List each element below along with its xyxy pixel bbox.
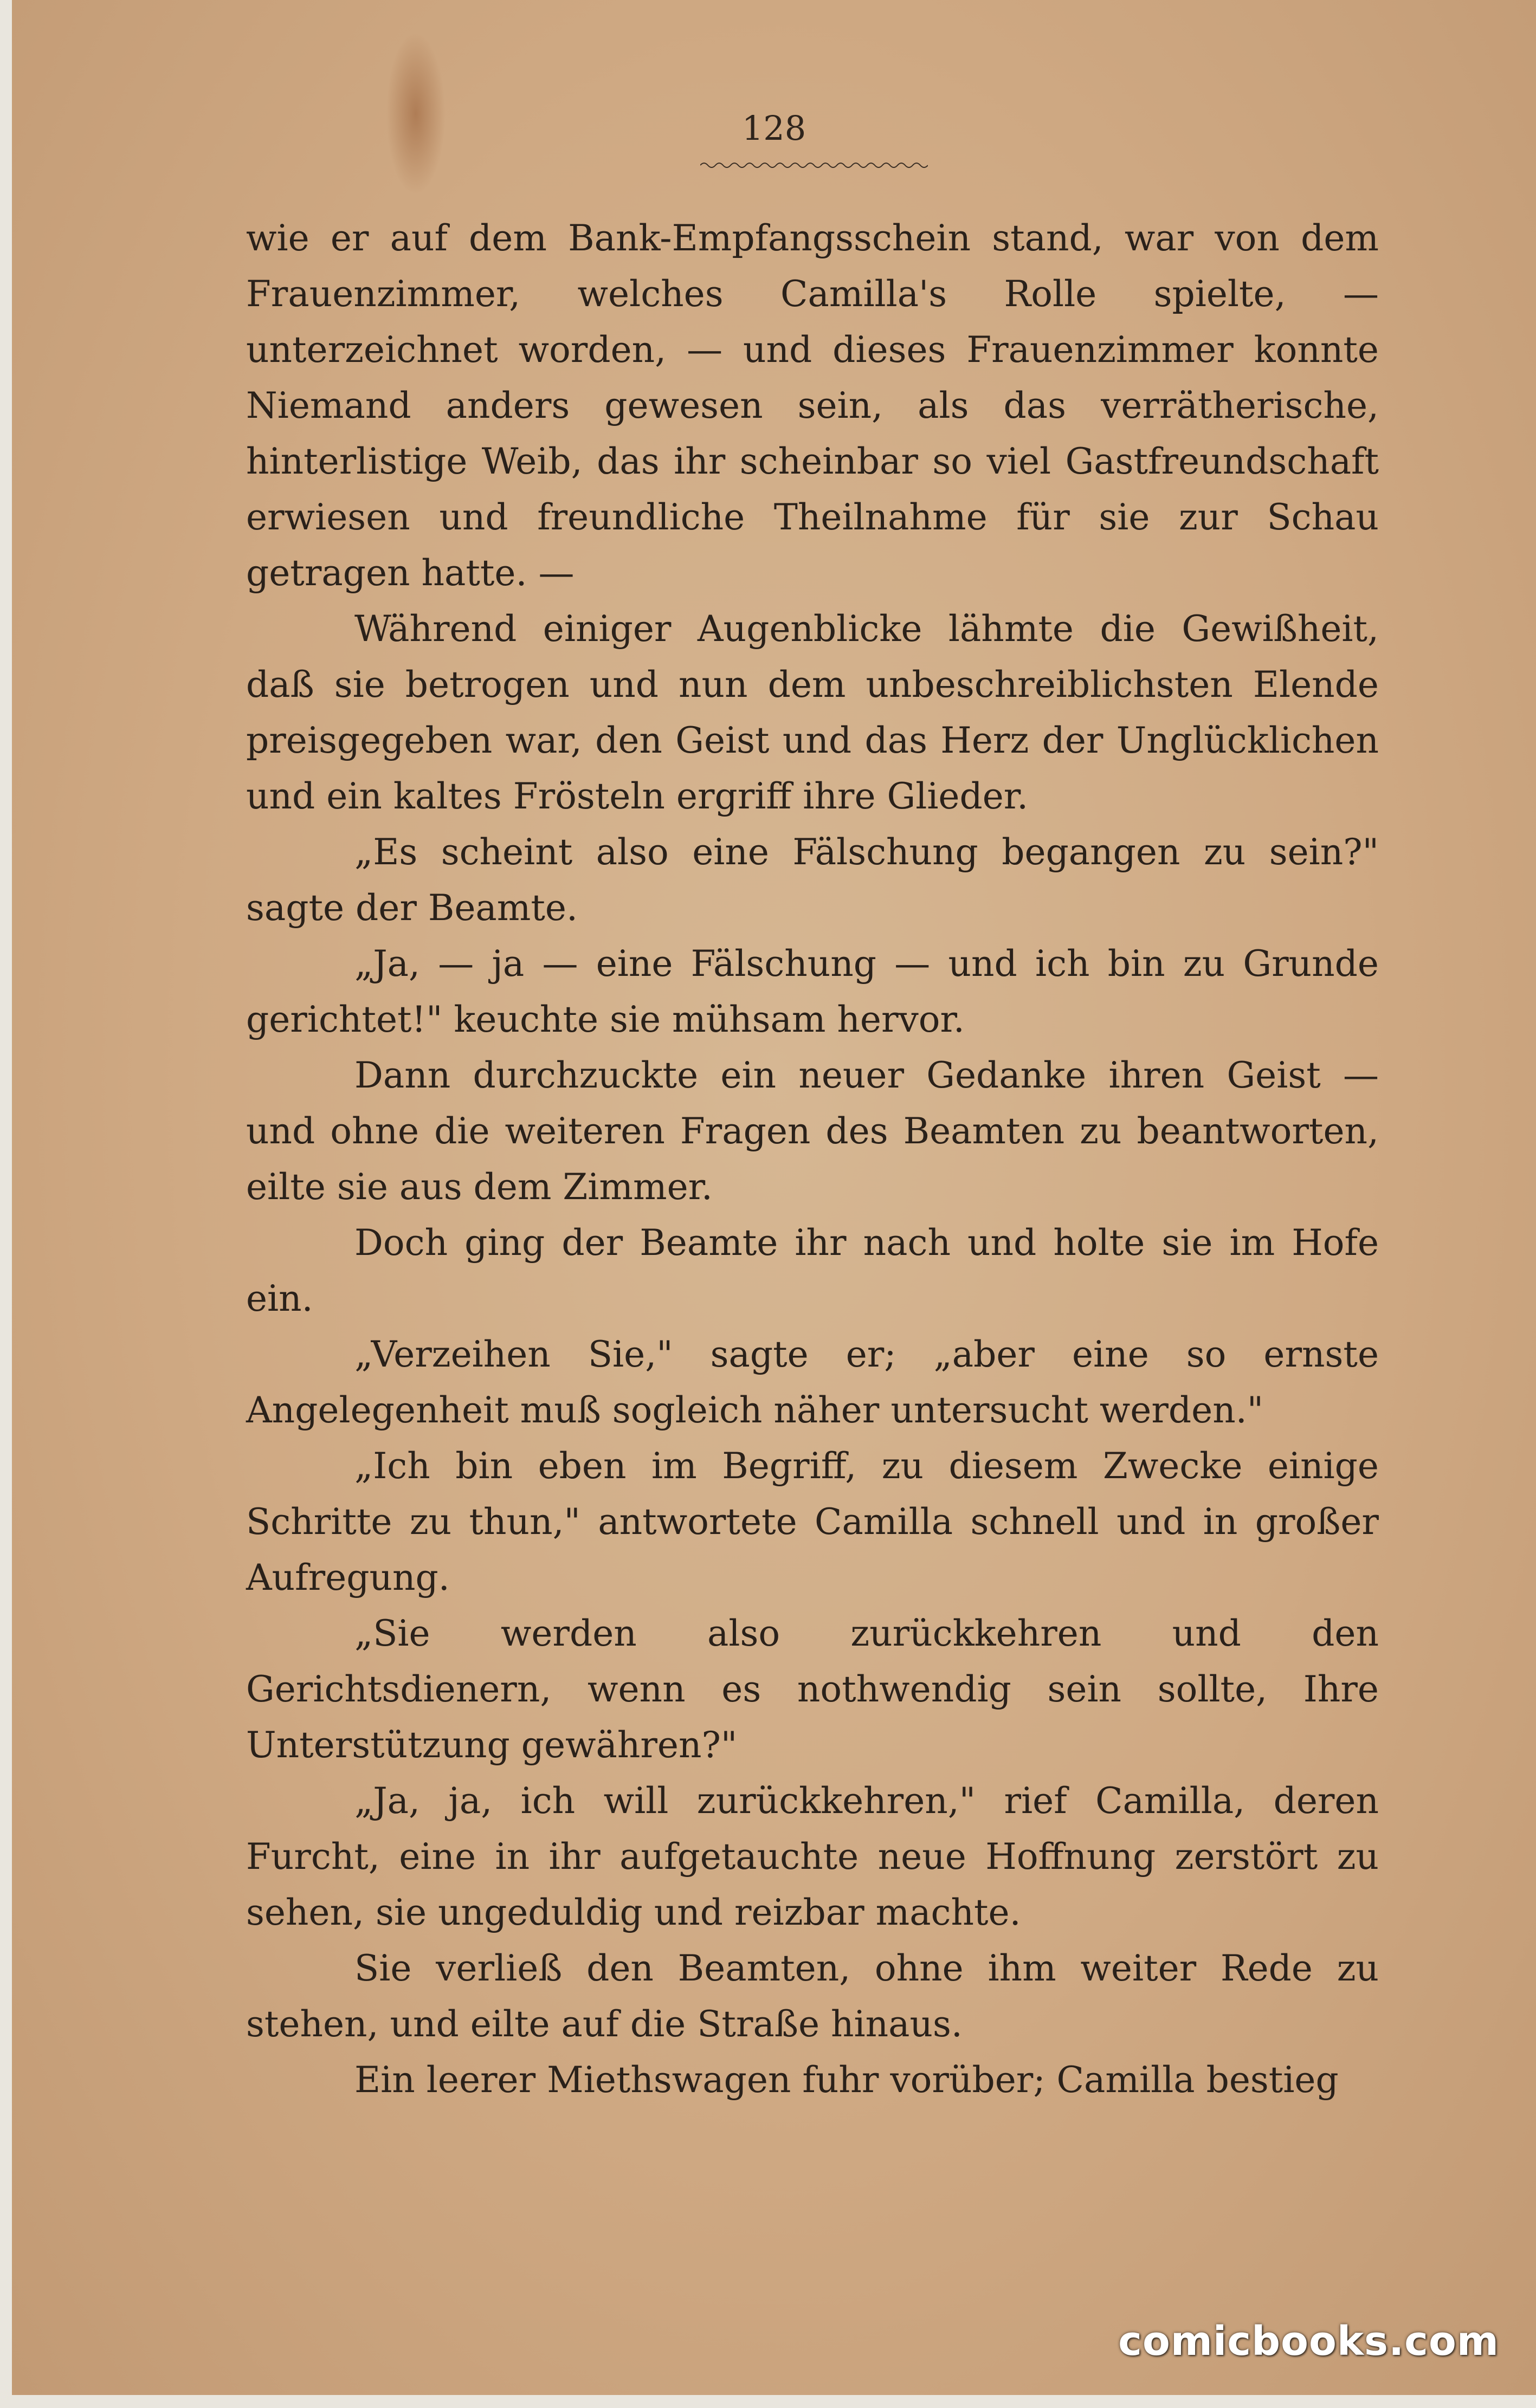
body-text — [246, 210, 1379, 2108]
paragraph: Ein leerer Miethswagen fuhr vorüber; Camilla bestieg — [354, 2059, 1339, 2101]
paragraph: wie er auf dem Bank-Empfangsschein stand, war von dem Frauenzimmer, welches Camilla's Rolle spielte, — unterzeichnet worden, — und dieses Frauenzimmer konnte Niemand anders gewesen sein, als das verrätherische, hinterlistige Weib, das ihr scheinbar so viel Gastfreundschaft erwiesen und freundliche Theilnahme für sie zur Schau getragen hatte. — — [246, 217, 1379, 594]
paragraph: „Ich bin eben im Begriff, zu diesem Zwecke einige Schritte zu thun," antwortete Camilla schnell und in großer Aufregung. — [246, 1445, 1379, 1598]
paragraph: „Verzeihen Sie," sagte er; „aber eine so ernste Angelegenheit muß sogleich näher untersucht werden." — [246, 1334, 1379, 1431]
decorative-wavy-rule — [700, 160, 928, 168]
paragraph: „Ja, — ja — eine Fälschung — und ich bin zu Grunde gerichtet!" keuchte sie mühsam hervor. — [246, 943, 1379, 1040]
page-number: 128 — [741, 108, 806, 148]
paragraph: „Es scheint also eine Fälschung begangen zu sein?" sagte der Beamte. — [246, 831, 1379, 929]
book-page — [12, 0, 1536, 2395]
paragraph: Doch ging der Beamte ihr nach und holte sie im Hofe ein. — [246, 1222, 1379, 1319]
paragraph: „Ja, ja, ich will zurückkehren," rief Camilla, deren Furcht, eine in ihr aufgetauchte neue Hoffnung zerstört zu sehen, sie ungeduldig und reizbar machte. — [246, 1780, 1379, 1933]
paragraph: Dann durchzuckte ein neuer Gedanke ihren Geist — und ohne die weiteren Fragen des Beamten zu beantworten, eilte sie aus dem Zimmer. — [246, 1054, 1379, 1208]
paragraph: Sie verließ den Beamten, ohne ihm weiter Rede zu stehen, und eilte auf die Straße hinaus. — [246, 1947, 1379, 2045]
watermark: comicbooks.com — [1118, 2318, 1499, 2365]
paragraph: „Sie werden also zurückkehren und den Gerichtsdienern, wenn es nothwendig sein sollte, Ihre Unterstützung gewähren?" — [246, 1613, 1379, 1766]
paragraph: Während einiger Augenblicke lähmte die Gewißheit, daß sie betrogen und nun dem unbeschreiblichsten Elende preisgegeben war, den Geist und das Herz der Unglücklichen und ein kaltes Frösteln ergriff ihre Glieder. — [246, 608, 1379, 817]
